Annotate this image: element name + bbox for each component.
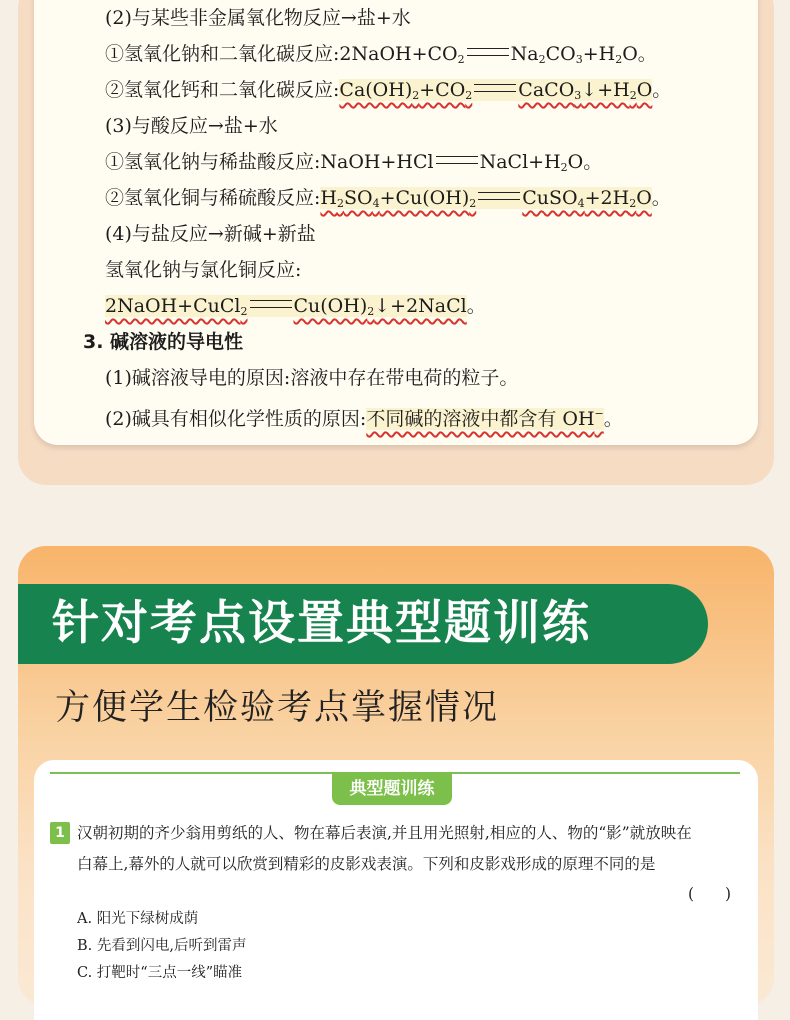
item4-title: (4)与盐反应→新碱+新盐 [105,223,316,245]
answer-naoh-cucl2: 2NaOH+CuCl$_2$ $Cu(OH)_2↓+2NaCl$ [105,295,467,318]
option-a[interactable]: A. 阳光下绿树成荫 [77,911,199,927]
item4-desc: 氢氧化钠与氯化铜反应: [105,259,302,281]
answer-blank: ( ) [688,885,732,903]
answer-oh-ion: 不同碱的溶液中都含有 OH− [366,407,604,430]
banner-title: 针对考点设置典型题训练 [52,596,591,651]
option-c[interactable]: C. 打靶时“三点一线”瞄准 [77,965,243,981]
equation-caoh2-co2: ②氢氧化钙和二氧化碳反应$:Ca(OH)_2+CO_2$ $CaCO_3↓+H_2O$。 [105,79,672,102]
exercise-tag: 典型题训练 [332,773,452,805]
answer-caoh2-co2: $Ca(OH)_2+CO_2$ $CaCO_3↓+H_2O$ [339,79,653,102]
conductivity-reason2: (2)碱具有相似化学性质的原因:不同碱的溶液中都含有 OH−。 [105,407,623,430]
conductivity-reason1: (1)碱溶液导电的原因:溶液中存在带电荷的粒子。 [105,367,519,389]
answer-cuoh2-h2so4: $H_2SO_4+Cu(OH)_2$ $CuSO_4+2H_2O$ [320,187,652,210]
equation-cuoh2-h2so4: ②氢氧化铜与稀硫酸反应$:H_2SO_4+Cu(OH)_2$ $CuSO_4+2H_2O$。 [105,187,671,210]
equation-naoh-cucl2: 2NaOH+CuCl$_2$ $Cu(OH)_2↓+2NaCl$。 [105,295,486,318]
equation-naoh-co2: ①氢氧化钠和二氧化碳反应$:2NaOH+CO_2$ $Na_2CO_3+H_2O$。 [105,43,657,66]
item3-title: (3)与酸反应→盐+水 [105,115,278,137]
item2-title: (2)与某些非金属氧化物反应→盐+水 [105,7,411,29]
option-b[interactable]: B. 先看到闪电,后听到雷声 [77,938,247,954]
question-text-line1: 汉朝初期的齐少翁用剪纸的人、物在幕后表演,并且用光照射,相应的人、物的“影”就放映在 [77,824,692,842]
question-number-badge: 1 [50,822,70,844]
equation-naoh-hcl: ①氢氧化钠与稀盐酸反应:NaOH+HCl $NaCl+H_2O$。 [105,151,603,174]
conductivity-title: 3. 碱溶液的导电性 [83,331,244,353]
question-text-line2: 白幕上,幕外的人就可以欣赏到精彩的皮影戏表演。下列和皮影戏形成的原理不同的是 [77,855,656,873]
banner-subtitle: 方便学生检验考点掌握情况 [55,688,500,728]
